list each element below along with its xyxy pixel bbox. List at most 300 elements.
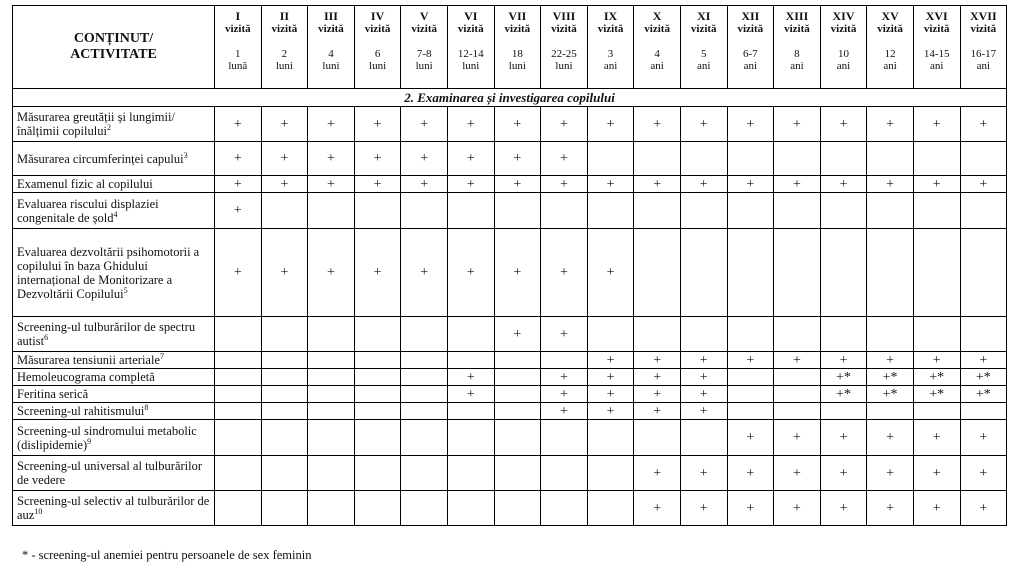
visit-mark-cell [680, 142, 727, 176]
section-title: 2. Examinarea și investigarea copilului [13, 89, 1007, 107]
visit-mark-cell [774, 403, 821, 420]
visit-mark-cell [447, 420, 494, 456]
visit-mark-cell [354, 386, 401, 403]
visit-mark-cell [447, 317, 494, 352]
visit-mark-cell: + [634, 491, 681, 526]
visit-header [354, 6, 401, 89]
visit-mark-cell [401, 491, 448, 526]
visit-mark-cell [541, 352, 588, 369]
visit-age-unit: lună [228, 60, 248, 72]
visit-mark-cell: + [774, 107, 821, 142]
table-row [13, 369, 1007, 386]
visit-mark-cell [354, 456, 401, 491]
visit-word: vizită [877, 23, 903, 35]
visit-mark-cell [727, 193, 774, 229]
visit-mark-cell: + [913, 456, 960, 491]
visit-mark-cell: + [541, 142, 588, 176]
visit-mark-cell [354, 420, 401, 456]
table-row [13, 229, 1007, 317]
visit-mark-cell: + [960, 491, 1007, 526]
visit-mark-cell [308, 193, 355, 229]
footnote-ref: 9 [87, 436, 92, 446]
table-row [13, 456, 1007, 491]
visit-mark-cell [308, 456, 355, 491]
visit-mark-cell: + [447, 107, 494, 142]
visit-mark-cell: + [960, 420, 1007, 456]
visit-age-value: 12 [884, 48, 896, 60]
visit-number: XIV [832, 9, 855, 23]
visit-mark-cell: +* [820, 386, 867, 403]
visit-word: vizită [784, 23, 810, 35]
visit-mark-cell: + [727, 491, 774, 526]
footnote-ref: 6 [44, 332, 49, 342]
visit-mark-cell [960, 193, 1007, 229]
visit-mark-cell [308, 420, 355, 456]
row-label-text: Screening-ul rahitismului [17, 404, 145, 418]
table-row [13, 142, 1007, 176]
visit-mark-cell: + [634, 176, 681, 193]
visit-mark-cell [494, 491, 541, 526]
visit-mark-cell [401, 193, 448, 229]
visit-mark-cell [354, 403, 401, 420]
visit-mark-cell [820, 403, 867, 420]
visit-header [308, 6, 355, 89]
visit-mark-cell: + [541, 403, 588, 420]
visit-mark-cell [774, 193, 821, 229]
visit-number: XVII [969, 9, 997, 23]
visit-mark-cell [727, 317, 774, 352]
visit-mark-cell [867, 193, 914, 229]
visit-mark-cell [634, 317, 681, 352]
visit-mark-cell [494, 193, 541, 229]
row-label-text: Hemoleucograma completă [17, 370, 155, 384]
visit-mark-cell [447, 403, 494, 420]
visit-mark-cell [401, 369, 448, 386]
visit-age-unit: ani [790, 60, 804, 72]
visit-header [215, 6, 262, 89]
visit-mark-cell [913, 403, 960, 420]
visit-age-value: 10 [838, 48, 850, 60]
examination-schedule-table [12, 5, 1007, 526]
visit-mark-cell: + [913, 176, 960, 193]
row-label-text: Screening-ul tulburărilor de spectru autist [17, 320, 196, 348]
visit-age-unit: ani [929, 60, 944, 72]
visit-mark-cell: +* [960, 386, 1007, 403]
visit-mark-cell: + [634, 352, 681, 369]
visit-mark-cell [494, 456, 541, 491]
visit-age-unit: luni [322, 60, 340, 72]
visit-mark-cell: + [867, 491, 914, 526]
visit-age-unit: ani [976, 60, 991, 72]
visit-mark-cell [820, 317, 867, 352]
visit-mark-cell: + [308, 142, 355, 176]
visit-mark-cell [261, 193, 308, 229]
visit-mark-cell [820, 142, 867, 176]
visit-mark-cell: + [541, 317, 588, 352]
visit-mark-cell [820, 193, 867, 229]
visit-word: vizită [364, 23, 391, 35]
visit-mark-cell: + [494, 107, 541, 142]
visit-mark-cell: + [494, 142, 541, 176]
visit-age-unit: ani [650, 60, 664, 72]
visit-mark-cell: + [215, 229, 262, 317]
visit-mark-cell: +* [913, 386, 960, 403]
footnote-ref: 10 [34, 506, 43, 516]
visit-mark-cell: +* [867, 386, 914, 403]
visit-header [774, 6, 821, 89]
visit-mark-cell: + [401, 176, 448, 193]
visit-mark-cell [447, 193, 494, 229]
visit-mark-cell [261, 317, 308, 352]
visit-mark-cell: +* [913, 369, 960, 386]
visit-mark-cell: + [867, 107, 914, 142]
visit-mark-cell: + [401, 142, 448, 176]
visit-mark-cell [401, 386, 448, 403]
visit-header [960, 6, 1007, 89]
visit-mark-cell: + [634, 403, 681, 420]
visit-mark-cell: + [774, 352, 821, 369]
visit-mark-cell [401, 403, 448, 420]
visit-mark-cell: + [867, 352, 914, 369]
visit-header [867, 6, 914, 89]
visit-age-value: 18 [511, 48, 523, 60]
visit-mark-cell: + [820, 176, 867, 193]
visit-mark-cell [541, 456, 588, 491]
visit-mark-cell [541, 491, 588, 526]
visit-mark-cell: + [727, 456, 774, 491]
visit-mark-cell: + [680, 491, 727, 526]
visit-mark-cell [308, 403, 355, 420]
visit-mark-cell: + [308, 229, 355, 317]
table-row [13, 317, 1007, 352]
visit-number: XI [697, 9, 711, 23]
row-label [13, 229, 215, 317]
visit-mark-cell [960, 317, 1007, 352]
visit-mark-cell [587, 193, 634, 229]
row-label-text: Screening-ul sindromului metabolic (dislipidemie) [17, 423, 197, 452]
visit-mark-cell: + [261, 142, 308, 176]
visit-header [541, 6, 588, 89]
row-label [13, 420, 215, 456]
visit-mark-cell [261, 369, 308, 386]
visit-mark-cell [587, 420, 634, 456]
visit-mark-cell: + [401, 229, 448, 317]
visit-mark-cell: + [820, 456, 867, 491]
visit-mark-cell [774, 317, 821, 352]
visit-mark-cell [261, 386, 308, 403]
visit-mark-cell: + [680, 107, 727, 142]
table-row [13, 107, 1007, 142]
visit-mark-cell: + [447, 229, 494, 317]
visit-mark-cell: + [960, 176, 1007, 193]
visit-age-value: 16-17 [970, 48, 997, 60]
visit-number: II [279, 9, 290, 23]
visit-word: vizită [644, 23, 670, 35]
visit-mark-cell: + [960, 352, 1007, 369]
visit-mark-cell [960, 229, 1007, 317]
row-label [13, 176, 215, 193]
visit-mark-cell [913, 229, 960, 317]
footnote-ref: 7 [160, 351, 164, 361]
visit-mark-cell [401, 420, 448, 456]
table-row [13, 352, 1007, 369]
visit-mark-cell: + [727, 352, 774, 369]
footnote-ref: 5 [123, 285, 128, 295]
visit-age-unit: ani [603, 60, 618, 72]
visit-mark-cell [867, 317, 914, 352]
row-label [13, 386, 215, 403]
row-label-text: Măsurarea tensiunii arteriale [17, 353, 160, 367]
visit-mark-cell [541, 193, 588, 229]
visit-mark-cell [261, 352, 308, 369]
visit-mark-cell: + [541, 229, 588, 317]
table-row [13, 491, 1007, 526]
visit-mark-cell: + [447, 176, 494, 193]
visit-mark-cell: + [774, 456, 821, 491]
visit-mark-cell: + [960, 107, 1007, 142]
row-label [13, 107, 215, 142]
visit-header [727, 6, 774, 89]
visit-age-value: 3 [607, 48, 614, 60]
visit-age-unit: ani [743, 60, 758, 72]
visit-mark-cell: + [680, 386, 727, 403]
visit-mark-cell [215, 386, 262, 403]
visit-mark-cell: + [541, 107, 588, 142]
visit-mark-cell [913, 142, 960, 176]
visit-mark-cell [960, 403, 1007, 420]
visit-word: vizită [224, 23, 251, 35]
visit-mark-cell [447, 456, 494, 491]
visit-mark-cell [354, 317, 401, 352]
visit-mark-cell: + [913, 352, 960, 369]
visit-mark-cell: + [261, 176, 308, 193]
visit-mark-cell: + [261, 229, 308, 317]
visit-mark-cell [587, 142, 634, 176]
visit-mark-cell [727, 403, 774, 420]
table-row [13, 403, 1007, 420]
visit-mark-cell: + [820, 491, 867, 526]
visit-header [634, 6, 681, 89]
visit-mark-cell: + [587, 107, 634, 142]
visit-mark-cell: + [215, 193, 262, 229]
visit-mark-cell [215, 352, 262, 369]
visit-mark-cell: +* [960, 369, 1007, 386]
footnote-ref: 8 [144, 402, 149, 412]
visit-age-value: 8 [794, 48, 800, 60]
visit-mark-cell [867, 403, 914, 420]
visit-mark-cell: + [774, 176, 821, 193]
visit-word: vizită [597, 23, 624, 35]
visit-age-value: 12-14 [457, 48, 484, 60]
visit-mark-cell [680, 229, 727, 317]
visit-mark-cell: + [354, 107, 401, 142]
visit-header [913, 6, 960, 89]
visit-mark-cell: + [541, 369, 588, 386]
section-row [13, 89, 1007, 107]
visit-word: vizită [271, 23, 298, 35]
visit-mark-cell: +* [867, 369, 914, 386]
visit-header [680, 6, 727, 89]
visit-age-unit: luni [415, 60, 433, 72]
visit-mark-cell: + [215, 176, 262, 193]
visit-age-value: 4 [328, 48, 334, 60]
visit-age-unit: luni [508, 60, 526, 72]
row-label [13, 403, 215, 420]
visit-mark-cell: + [587, 403, 634, 420]
footnote-ref: 2 [106, 122, 111, 132]
visit-mark-cell: + [680, 352, 727, 369]
visit-mark-cell: + [913, 491, 960, 526]
visit-mark-cell [774, 386, 821, 403]
visit-number: VIII [552, 9, 576, 23]
visit-mark-cell [727, 142, 774, 176]
visit-mark-cell [308, 317, 355, 352]
row-label [13, 193, 215, 229]
visit-mark-cell [215, 420, 262, 456]
visit-word: vizită [457, 23, 484, 35]
table-row [13, 176, 1007, 193]
table-row [13, 420, 1007, 456]
visit-mark-cell [680, 420, 727, 456]
visit-number: V [419, 9, 429, 23]
visit-mark-cell [308, 352, 355, 369]
visit-mark-cell [261, 420, 308, 456]
visit-mark-cell [354, 491, 401, 526]
visit-mark-cell [634, 229, 681, 317]
visit-mark-cell [354, 352, 401, 369]
visit-number: III [323, 9, 338, 23]
row-label [13, 456, 215, 491]
visit-mark-cell: + [354, 142, 401, 176]
visit-word: vizită [551, 23, 577, 35]
visit-mark-cell: + [354, 229, 401, 317]
row-label-text: Feritina serică [17, 387, 89, 401]
footnote-ref: 4 [113, 209, 118, 219]
visit-mark-cell: + [494, 229, 541, 317]
visit-mark-cell: + [587, 369, 634, 386]
visit-mark-cell [261, 456, 308, 491]
visit-mark-cell [587, 456, 634, 491]
row-label-text: Screening-ul universal al tulburărilor de vedere [17, 459, 203, 487]
visit-mark-cell [820, 229, 867, 317]
visit-mark-cell [215, 403, 262, 420]
visit-mark-cell: + [867, 176, 914, 193]
visit-mark-cell: + [727, 176, 774, 193]
visit-header [820, 6, 867, 89]
column-header-line1: CONȚINUT/ [73, 31, 154, 46]
column-header-line2: ACTIVITATE [70, 47, 157, 62]
visit-mark-cell [494, 352, 541, 369]
visit-mark-cell: + [634, 386, 681, 403]
visit-mark-cell: + [634, 456, 681, 491]
visit-mark-cell: + [308, 176, 355, 193]
row-label [13, 352, 215, 369]
visit-mark-cell: + [494, 317, 541, 352]
row-label-text: Examenul fizic al copilului [17, 177, 153, 191]
visit-mark-cell: + [680, 369, 727, 386]
visit-mark-cell [401, 317, 448, 352]
visit-mark-cell [261, 491, 308, 526]
visit-mark-cell: + [680, 456, 727, 491]
visit-mark-cell: + [680, 176, 727, 193]
row-label-text: Măsurarea circumferinței capului [17, 151, 184, 166]
visit-number: IX [603, 9, 618, 23]
visit-mark-cell [867, 142, 914, 176]
visit-age-unit: ani [883, 60, 897, 72]
visit-mark-cell: + [261, 107, 308, 142]
visit-mark-cell [774, 142, 821, 176]
visit-number: VI [464, 9, 478, 23]
visit-mark-cell [727, 229, 774, 317]
visit-mark-cell [913, 317, 960, 352]
visit-number: I [235, 9, 241, 23]
table-row [13, 193, 1007, 229]
visit-number: VII [508, 9, 527, 23]
visit-header [447, 6, 494, 89]
table-row [13, 386, 1007, 403]
visit-mark-cell: + [587, 352, 634, 369]
visit-mark-cell: + [447, 142, 494, 176]
visit-word: vizită [970, 23, 997, 35]
visit-word: vizită [737, 23, 764, 35]
visit-number: XV [881, 9, 899, 23]
visit-age-value: 2 [281, 48, 288, 60]
visit-mark-cell: + [587, 386, 634, 403]
visit-mark-cell [634, 193, 681, 229]
footnote: * - screening-ul anemiei pentru persoanele de sex feminin [22, 548, 312, 562]
visit-mark-cell: + [494, 176, 541, 193]
visit-age-value: 6-7 [742, 48, 758, 60]
visit-mark-cell [587, 491, 634, 526]
visit-mark-cell: + [820, 352, 867, 369]
visit-number: XII [741, 9, 760, 23]
visit-mark-cell: + [960, 456, 1007, 491]
visit-mark-cell: + [727, 420, 774, 456]
visit-word: vizită [923, 23, 950, 35]
footnote-ref: 3 [183, 150, 188, 160]
row-label [13, 317, 215, 352]
visit-header [401, 6, 448, 89]
visit-age-value: 6 [374, 48, 381, 60]
row-label [13, 142, 215, 176]
visit-number: XIII [785, 9, 809, 23]
visit-mark-cell: + [587, 176, 634, 193]
visit-mark-cell [215, 491, 262, 526]
header-row [13, 6, 1007, 89]
visit-age-value: 14-15 [923, 48, 950, 60]
row-label [13, 491, 215, 526]
row-label-text: Evaluarea riscului displaziei congenitale de șold [17, 196, 159, 225]
visit-mark-cell [587, 317, 634, 352]
visit-word: vizită [318, 23, 344, 35]
visit-mark-cell [401, 456, 448, 491]
visit-mark-cell: +* [820, 369, 867, 386]
visit-mark-cell [215, 317, 262, 352]
visit-mark-cell [774, 229, 821, 317]
visit-mark-cell [215, 456, 262, 491]
visit-mark-cell [494, 386, 541, 403]
visit-word: vizită [504, 23, 531, 35]
visit-mark-cell: + [680, 403, 727, 420]
visit-mark-cell: + [820, 107, 867, 142]
visit-mark-cell: + [541, 176, 588, 193]
visit-mark-cell: + [354, 176, 401, 193]
visit-mark-cell [447, 491, 494, 526]
visit-header [587, 6, 634, 89]
visit-age-value: 4 [654, 48, 660, 60]
visit-mark-cell: + [727, 107, 774, 142]
visit-mark-cell: + [447, 386, 494, 403]
